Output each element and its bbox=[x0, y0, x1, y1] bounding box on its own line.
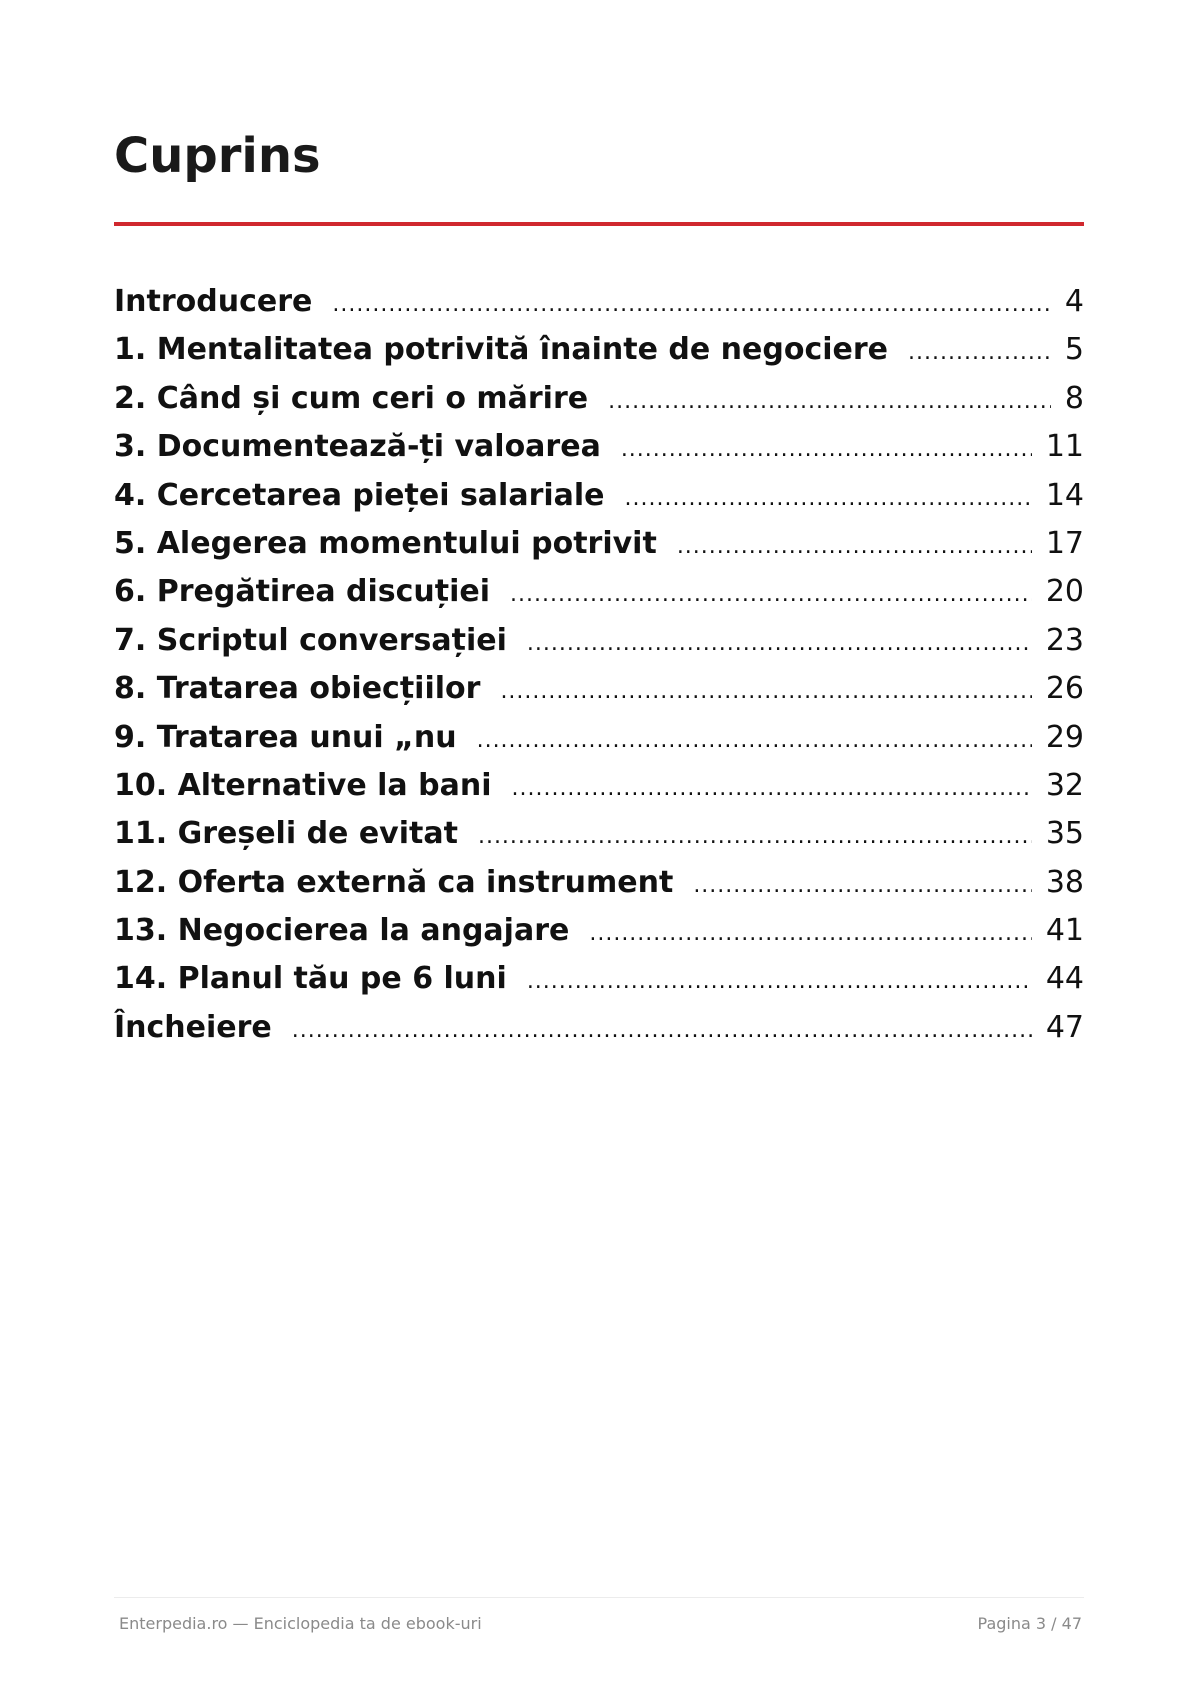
toc-page-number: 26 bbox=[1045, 671, 1084, 707]
toc-page-number: 32 bbox=[1045, 767, 1084, 803]
toc-entry-chapter-14[interactable] bbox=[114, 955, 1084, 1003]
toc-entry-chapter-8[interactable] bbox=[114, 665, 1084, 713]
toc-entry-chapter-4[interactable] bbox=[114, 472, 1084, 520]
footer-divider bbox=[114, 1597, 1084, 1598]
toc-dot-leader bbox=[625, 475, 1032, 523]
toc-dot-leader bbox=[510, 571, 1032, 619]
title-divider bbox=[114, 222, 1084, 226]
toc-entry-label: 2. Când și cum ceri o mărire bbox=[114, 380, 589, 416]
toc-entry-label: 10. Alternative la bani bbox=[114, 767, 492, 803]
toc-dot-leader bbox=[477, 717, 1032, 765]
toc-entry-chapter-10[interactable] bbox=[114, 762, 1084, 810]
toc-dot-leader bbox=[589, 910, 1031, 958]
toc-page-number: 5 bbox=[1064, 332, 1084, 368]
toc-page-number: 11 bbox=[1045, 429, 1084, 465]
toc-page-number: 47 bbox=[1045, 1009, 1084, 1045]
toc-page-number: 29 bbox=[1045, 719, 1084, 755]
toc-entry-label: 5. Alegerea momentului potrivit bbox=[114, 525, 657, 561]
toc-page-number: 23 bbox=[1045, 622, 1084, 658]
toc-entry-chapter-13[interactable] bbox=[114, 907, 1084, 955]
toc-page-number: 41 bbox=[1045, 913, 1084, 949]
toc-dot-leader bbox=[332, 281, 1051, 329]
toc-dot-leader bbox=[527, 958, 1032, 1006]
toc-entry-introducere[interactable] bbox=[114, 278, 1084, 326]
toc-dot-leader bbox=[621, 426, 1032, 474]
toc-page-number: 35 bbox=[1045, 816, 1084, 852]
toc-dot-leader bbox=[908, 329, 1051, 377]
toc-page-number: 14 bbox=[1045, 477, 1084, 513]
toc-entry-chapter-6[interactable] bbox=[114, 568, 1084, 616]
footer-page-indicator: Pagina 3 / 47 bbox=[977, 1614, 1082, 1633]
toc-entry-chapter-7[interactable] bbox=[114, 617, 1084, 665]
toc-page-number: 17 bbox=[1045, 525, 1084, 561]
toc-dot-leader bbox=[527, 620, 1032, 668]
toc-entry-label: 9. Tratarea unui „nu bbox=[114, 719, 457, 755]
toc-entry-chapter-5[interactable] bbox=[114, 520, 1084, 568]
toc-page-number: 44 bbox=[1045, 961, 1084, 997]
toc-entry-label: 14. Planul tău pe 6 luni bbox=[114, 961, 507, 997]
toc-entry-label: 4. Cercetarea pieței salariale bbox=[114, 477, 605, 513]
toc-entry-label: Încheiere bbox=[114, 1009, 272, 1045]
table-of-contents bbox=[114, 278, 1084, 1052]
toc-entry-label: 3. Documentează-ți valoarea bbox=[114, 429, 601, 465]
page-title: Cuprins bbox=[114, 128, 321, 184]
toc-entry-label: 12. Oferta externă ca instrument bbox=[114, 864, 674, 900]
toc-entry-label: 6. Pregătirea discuției bbox=[114, 574, 491, 610]
toc-entry-label: 8. Tratarea obiecțiilor bbox=[114, 671, 481, 707]
toc-entry-chapter-2[interactable] bbox=[114, 375, 1084, 423]
toc-entry-label: 1. Mentalitatea potrivită înainte de negociere bbox=[114, 332, 889, 368]
toc-entry-chapter-11[interactable] bbox=[114, 810, 1084, 858]
toc-page-number: 38 bbox=[1045, 864, 1084, 900]
footer-site-name: Enterpedia.ro — Enciclopedia ta de ebook-uri bbox=[119, 1614, 482, 1633]
toc-entry-chapter-3[interactable] bbox=[114, 423, 1084, 471]
toc-dot-leader bbox=[511, 765, 1031, 813]
toc-dot-leader bbox=[500, 668, 1031, 716]
toc-page-number: 4 bbox=[1064, 284, 1084, 319]
toc-entry-chapter-12[interactable] bbox=[114, 859, 1084, 907]
toc-entry-label: 7. Scriptul conversației bbox=[114, 622, 507, 658]
toc-dot-leader bbox=[478, 813, 1032, 861]
toc-entry-chapter-9[interactable] bbox=[114, 714, 1084, 762]
toc-dot-leader bbox=[292, 1007, 1032, 1055]
toc-page-number: 8 bbox=[1064, 380, 1084, 416]
toc-dot-leader bbox=[608, 378, 1051, 426]
toc-page-number: 20 bbox=[1045, 574, 1084, 610]
toc-entry-incheiere[interactable] bbox=[114, 1004, 1084, 1052]
toc-dot-leader bbox=[677, 523, 1032, 571]
toc-entry-label: 11. Greșeli de evitat bbox=[114, 816, 458, 852]
toc-dot-leader bbox=[693, 862, 1032, 910]
toc-entry-label: Introducere bbox=[114, 284, 313, 319]
toc-entry-label: 13. Negocierea la angajare bbox=[114, 913, 570, 949]
toc-entry-chapter-1[interactable] bbox=[114, 326, 1084, 374]
